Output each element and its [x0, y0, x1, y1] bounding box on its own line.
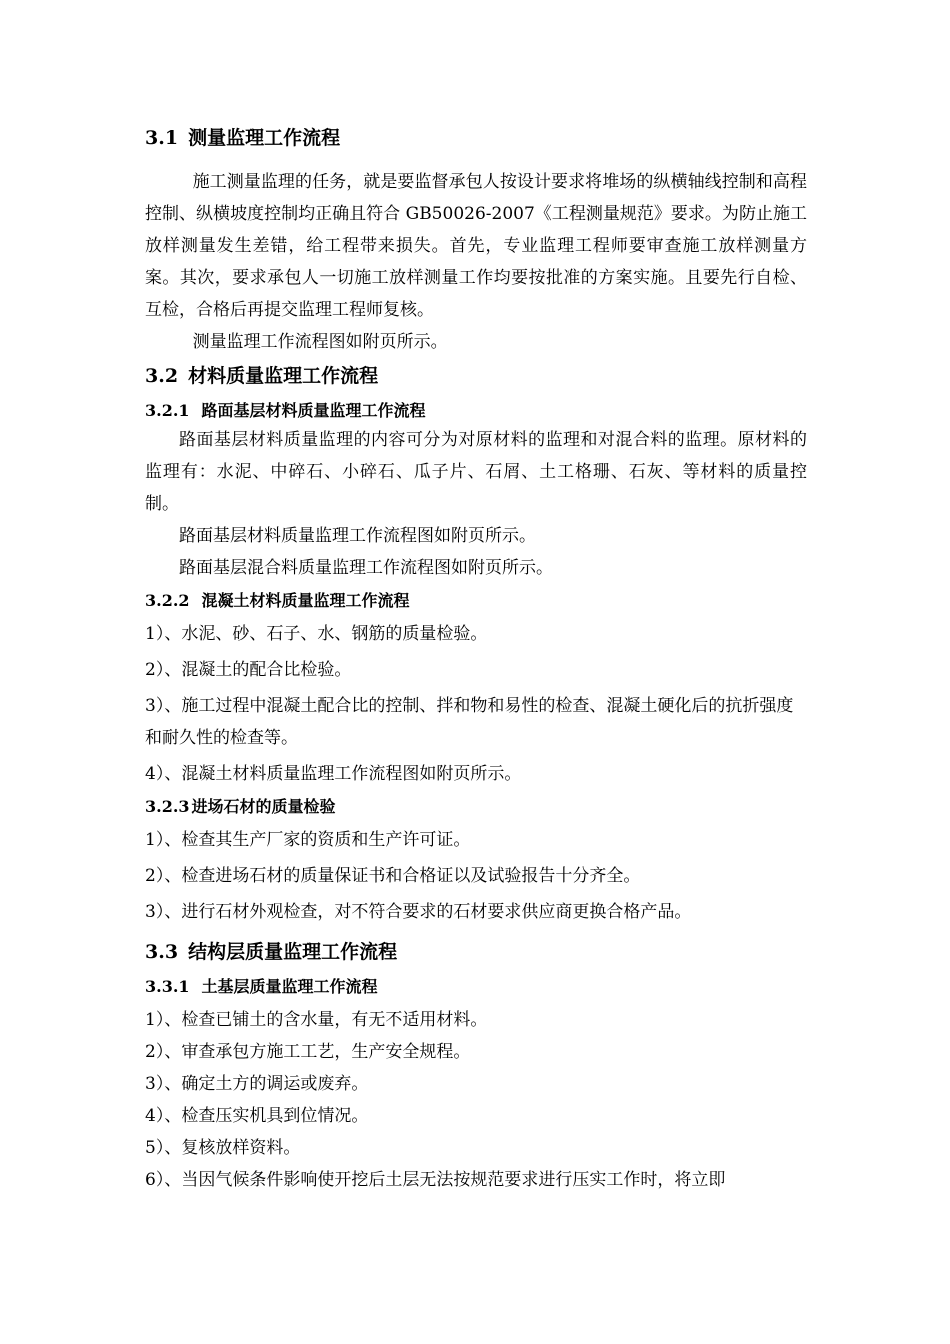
section-3-2-heading: [145, 362, 807, 390]
paragraph: 施工测量监理的任务，就是要监督承包人按设计要求将堆场的纵横轴线控制和高程控制、纵横坡度控制均正确且符合 GB50026-2007《工程测量规范》要求。为防止施工放样测量发生差错，给工程带来损失。首先，专业监理工程师要审查施工放样测量方案。其次，要求承包人一切施工放样测量工作均要按批准的方案实施。且要先行自检、互检，合格后再提交监理工程师复核。: [145, 172, 807, 320]
list-item: 5）、复核放样资料。: [145, 1138, 301, 1158]
section-number: 3.2.1: [145, 401, 190, 420]
section-3-2-1-heading: [145, 398, 807, 424]
section-title: 测量监理工作流程: [188, 127, 341, 149]
section-3-2-2-heading: [145, 588, 807, 614]
section-title: 材料质量监理工作流程: [188, 365, 379, 387]
paragraph: 路面基层混合料质量监理工作流程图如附页所示。: [179, 558, 553, 578]
section-3-1-heading: [145, 124, 807, 152]
section-number: 3.2: [145, 365, 179, 387]
document-body: [145, 124, 807, 1196]
list-item: 2）、检查进场石材的质量保证书和合格证以及试验报告十分齐全。: [145, 866, 641, 886]
section-number: 3.2.2: [145, 591, 190, 610]
section-3-3-1-heading: [145, 974, 807, 1000]
list-item: 4）、混凝土材料质量监理工作流程图如附页所示。: [145, 764, 522, 784]
list-item: 3）、施工过程中混凝土配合比的控制、拌和物和易性的检查、混凝土硬化后的抗折强度和耐久性的检查等。: [145, 696, 794, 748]
list-item: 2）、审查承包方施工工艺，生产安全规程。: [145, 1042, 471, 1062]
section-3-3-heading: [145, 938, 807, 966]
list-item: 1）、检查其生产厂家的资质和生产许可证。: [145, 830, 471, 850]
list-item: 3）、进行石材外观检查，对不符合要求的石材要求供应商更换合格产品。: [145, 902, 692, 922]
list-item: 3）、确定土方的调运或废弃。: [145, 1074, 369, 1094]
section-title: 结构层质量监理工作流程: [188, 941, 398, 963]
section-title: 土基层质量监理工作流程: [201, 977, 378, 996]
section-number: 3.1: [145, 127, 179, 149]
section-title: 混凝土材料质量监理工作流程: [201, 591, 410, 610]
section-title: 路面基层材料质量监理工作流程: [201, 401, 426, 420]
section-3-2-3-heading: [145, 794, 807, 820]
section-number: 3.3.1: [145, 977, 190, 996]
list-item: 1）、水泥、砂、石子、水、钢筋的质量检验。: [145, 624, 488, 644]
list-item: 2）、混凝土的配合比检验。: [145, 660, 352, 680]
list-item: 6）、当因气候条件影响使开挖后土层无法按规范要求进行压实工作时，将立即: [145, 1170, 726, 1190]
paragraph: 路面基层材料质量监理工作流程图如附页所示。: [179, 526, 536, 546]
paragraph: 路面基层材料质量监理的内容可分为对原材料的监理和对混合料的监理。原材料的监理有：水泥、中碎石、小碎石、瓜子片、石屑、土工格珊、石灰、等材料的质量控制。: [145, 430, 807, 514]
paragraph: 测量监理工作流程图如附页所示。: [192, 332, 448, 352]
section-title: 进场石材的质量检验: [191, 797, 336, 816]
section-number: 3.3: [145, 941, 179, 963]
section-number: 3.2.3: [145, 797, 190, 816]
list-item: 1）、检查已铺土的含水量，有无不适用材料。: [145, 1010, 488, 1030]
list-item: 4）、检查压实机具到位情况。: [145, 1106, 369, 1126]
